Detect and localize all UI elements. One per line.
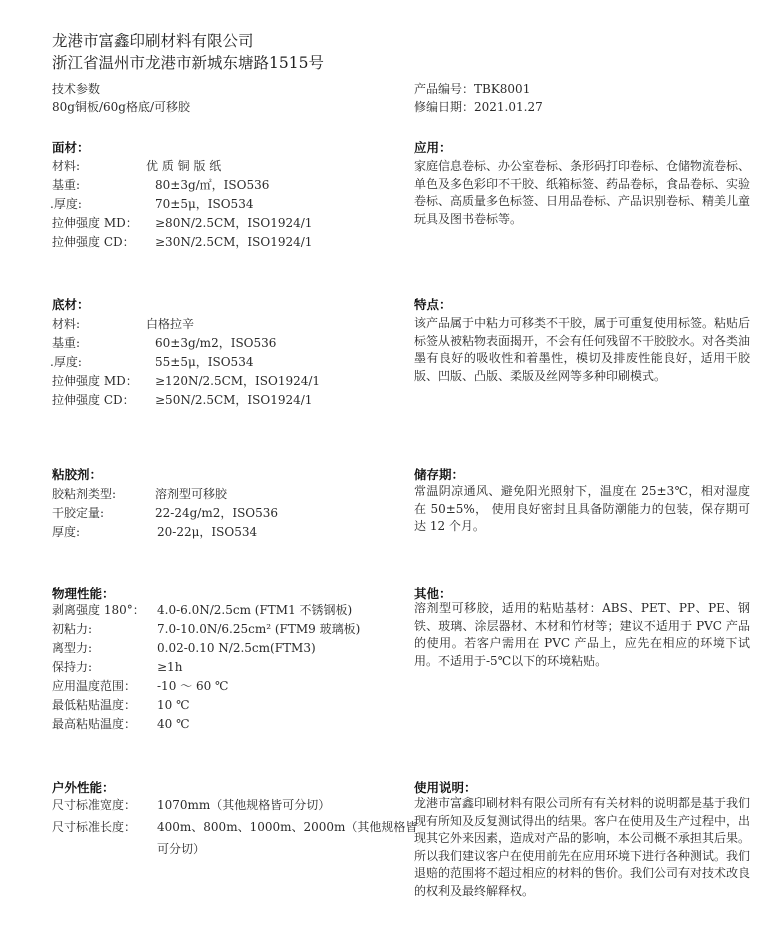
outdoor-heading: 户外性能： <box>52 780 115 795</box>
face-label: 拉伸强度 CD： <box>52 235 135 249</box>
other-heading: 其他： <box>414 586 452 601</box>
physical-label: 初粘力: <box>52 622 93 636</box>
physical-value: 0.02-0.10 N/2.5cm(FTM3) <box>157 641 316 655</box>
liner-label: .厚度: <box>50 355 82 369</box>
other-text: 溶剂型可移胶，适用的粘贴基材：ABS、PET、PP、PE、钢铁、玻璃、涂层器材、木材和竹材等；建议不适用于 PVC 产品的使用。若客户需用在 PVC 产品上，应先在相应的环境下试用。不适用于-5℃以下的环境粘贴。 <box>414 601 750 668</box>
liner-value: 白格拉辛 <box>146 317 195 331</box>
physical-value: -10 ～ 60 ℃ <box>157 679 229 693</box>
liner-label: 拉伸强度 CD： <box>52 393 135 407</box>
storage-text: 常温阴凉通风、避免阳光照射下，温度在 25±3℃，相对湿度在 50±5%， 使用良好密封且具备防潮能力的包装，保存期可达 12 个月。 <box>414 484 750 534</box>
outdoor-value: 1070mm（其他规格皆可分切） <box>157 798 331 812</box>
outdoor-value: 400m、800m、1000m、2000m（其他规格皆 <box>157 820 418 834</box>
face-value: 80±3g/㎡，ISO536 <box>155 178 270 192</box>
adhesive-value: 溶剂型可移胶 <box>155 487 228 501</box>
revision-date: 修编日期：2021.01.27 <box>414 100 543 114</box>
face-label: 基重: <box>52 178 81 192</box>
face-label: 材料: <box>52 159 81 173</box>
features-text: 该产品属于中粘力可移类不干胶，属于可重复使用标签。粘贴后标签从被粘物表面揭开，不会有任何残留不干胶胶水。对各类油墨有良好的吸收性和着墨性，模切及排废性能良好，适用干胶版、凹版、凸版、柔版及丝网等多种印刷模式。 <box>414 316 751 383</box>
physical-label: 剥离强度 180°： <box>52 603 145 617</box>
adhesive-heading: 粘胶剂： <box>52 467 103 482</box>
face-value: ≥30N/2.5CM，ISO1924/1 <box>155 235 313 249</box>
face-material-heading: 面材： <box>52 140 90 155</box>
liner-heading: 底材： <box>52 297 90 312</box>
face-value: 70±5μ，ISO534 <box>155 197 254 211</box>
physical-label: 应用温度范围： <box>52 679 137 693</box>
physical-value: 4.0-6.0N/2.5cm (FTM1 不锈钢板) <box>157 603 353 617</box>
physical-label: 离型力: <box>52 641 93 655</box>
adhesive-label: 干胶定量: <box>52 506 105 520</box>
usage-text: 龙港市富鑫印刷材料有限公司所有有关材料的说明都是基于我们现有所知及反复测试得出的结果。客户在使用及生产过程中，出现其它外来因素，造成对产品的影响，本公司概不承担其后果。所以我们建议客户在使用前先在应用环境下进行各种测试。我们退赔的范围将不超过相应的材料的售价。我们公司有对技术改良的权利及最终解释权。 <box>414 796 751 898</box>
physical-value: 40 ℃ <box>157 717 190 731</box>
doc-type: 技术参数 <box>52 82 101 96</box>
application-text: 家庭信息卷标、办公室卷标、条形码打印卷标、仓储物流卷标、单色及多色彩印不干胶、纸箱标签、药品卷标，食品卷标、实验卷标、高质量多色标签、日用品卷标、产品识别卷标、精美儿童玩具及图书卷标等。 <box>414 159 751 226</box>
outdoor-value-continued: 可分切） <box>157 842 206 856</box>
liner-value: 55±5μ，ISO534 <box>155 355 254 369</box>
face-label: .厚度: <box>50 197 82 211</box>
physical-label: 最高粘贴温度： <box>52 717 137 731</box>
physical-value: 7.0-10.0N/6.25cm² (FTM9 玻璃板) <box>157 622 361 636</box>
physical-value: 10 ℃ <box>157 698 190 712</box>
adhesive-value: 20-22μ，ISO534 <box>157 525 258 539</box>
features-heading: 特点： <box>414 297 452 312</box>
liner-label: 材料: <box>52 317 81 331</box>
face-label: 拉伸强度 MD： <box>52 216 138 230</box>
liner-value: ≥120N/2.5CM，ISO1924/1 <box>155 374 321 388</box>
adhesive-label: 胶粘剂类型: <box>52 487 117 501</box>
storage-heading: 储存期： <box>414 467 465 482</box>
adhesive-label: 厚度: <box>52 525 81 539</box>
physical-label: 保持力: <box>52 660 93 674</box>
usage-heading: 使用说明： <box>414 780 477 795</box>
physical-heading: 物理性能： <box>52 586 115 601</box>
outdoor-label: 尺寸标准长度： <box>52 820 137 834</box>
face-value: 优 质 铜 版 纸 <box>146 159 222 173</box>
product-code: 产品编号：TBK8001 <box>414 82 531 96</box>
company-name: 龙港市富鑫印刷材料有限公司 <box>52 32 254 50</box>
product-description: 80g铜板/60g格底/可移胶 <box>52 100 190 114</box>
liner-label: 基重: <box>52 336 81 350</box>
company-address: 浙江省温州市龙港市新城东塘路1515号 <box>52 54 324 72</box>
liner-value: 60±3g/m2，ISO536 <box>155 336 277 350</box>
liner-label: 拉伸强度 MD： <box>52 374 138 388</box>
liner-value: ≥50N/2.5CM，ISO1924/1 <box>155 393 313 407</box>
adhesive-value: 22-24g/m2，ISO536 <box>155 506 279 520</box>
face-value: ≥80N/2.5CM，ISO1924/1 <box>155 216 313 230</box>
application-heading: 应用： <box>414 140 452 155</box>
outdoor-label: 尺寸标准宽度： <box>52 798 137 812</box>
physical-label: 最低粘贴温度： <box>52 698 137 712</box>
physical-value: ≥1h <box>157 660 183 674</box>
